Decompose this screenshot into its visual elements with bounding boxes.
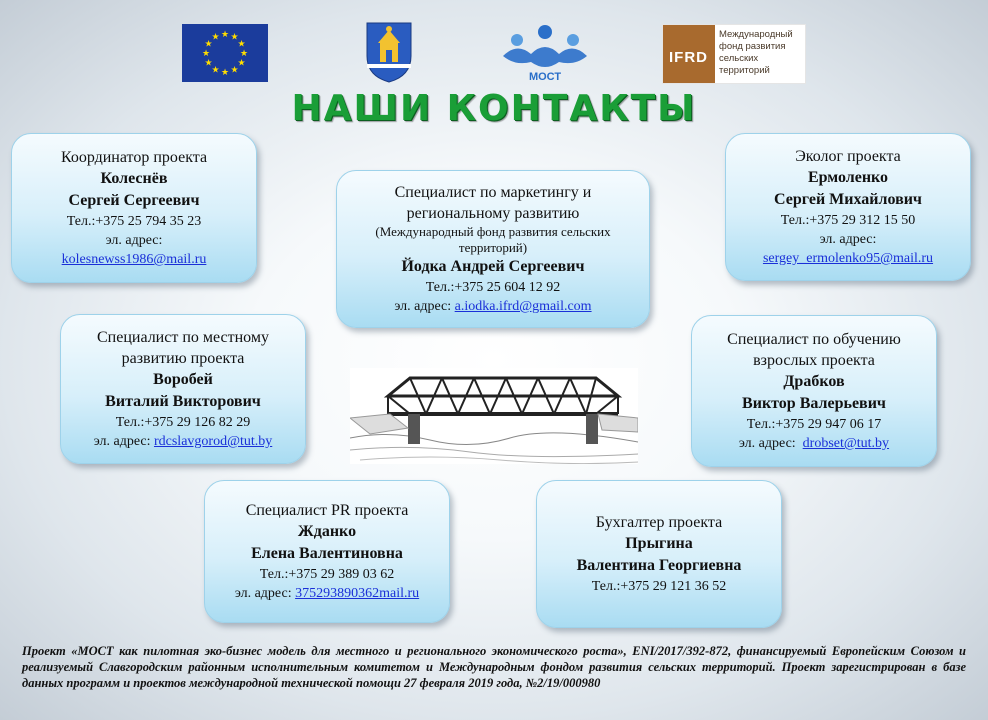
contact-given-name: Елена Валентиновна bbox=[251, 545, 403, 562]
most-logo-text: МОСТ bbox=[528, 71, 562, 83]
contact-card-pr bbox=[204, 480, 450, 623]
page-title: НАШИ КОНТАКТЫ bbox=[291, 88, 697, 129]
ifrd-logo-mark: IFRD bbox=[669, 49, 708, 66]
contact-email-label: эл. адрес: bbox=[234, 586, 292, 601]
contact-email-link[interactable]: sergey_ermolenko95@mail.ru bbox=[762, 251, 934, 266]
contact-email-link[interactable]: a.iodka.ifrd@gmail.com bbox=[454, 299, 592, 314]
contact-card-local-development bbox=[60, 314, 306, 464]
svg-text:★: ★ bbox=[239, 49, 249, 59]
contact-given-name: Сергей Сергеевич bbox=[68, 192, 200, 209]
contact-phone: Тел.:+375 29 312 15 50 bbox=[780, 213, 916, 228]
contact-email-link[interactable]: rdcslavgorod@tut.by bbox=[153, 434, 273, 449]
contact-card-ecologist bbox=[725, 133, 971, 281]
contact-email-link[interactable]: 375293890362mail.ru bbox=[295, 586, 420, 601]
contact-phone: Тел.:+375 29 389 03 62 bbox=[259, 567, 395, 582]
contact-organization-note: (Международный фонд развития сельских территорий) bbox=[375, 224, 611, 255]
contact-card-marketing bbox=[336, 170, 650, 328]
contact-email-link[interactable]: kolesnewss1986@mail.ru bbox=[61, 252, 207, 267]
contact-card-coordinator bbox=[11, 133, 257, 283]
contact-phone: Тел.:+375 29 947 06 17 bbox=[746, 417, 882, 432]
contact-surname: Ермоленко bbox=[807, 169, 889, 186]
svg-text:★: ★ bbox=[204, 39, 213, 50]
contact-phone: Тел.:+375 25 794 35 23 bbox=[66, 214, 202, 229]
contact-email-label: эл. адрес: bbox=[819, 232, 877, 247]
eu-stars-icon bbox=[182, 24, 268, 82]
ifrd-logo bbox=[662, 24, 806, 84]
contact-given-name: Виталий Викторович bbox=[105, 393, 261, 410]
contact-phone: Тел.:+375 25 604 12 92 bbox=[425, 280, 561, 295]
contact-role: Специалист по обучению взрослых проекта bbox=[727, 331, 901, 369]
contact-role: Специалист по местному развитию проекта bbox=[96, 329, 269, 367]
contact-email-label: эл. адрес: bbox=[105, 233, 163, 248]
eu-flag-logo bbox=[182, 24, 268, 82]
contact-role: Бухгалтер проекта bbox=[595, 514, 723, 531]
contact-role: Специалист PR проекта bbox=[245, 502, 409, 519]
svg-text:★: ★ bbox=[230, 65, 239, 76]
contact-given-name: Виктор Валерьевич bbox=[742, 395, 886, 412]
svg-text:★: ★ bbox=[220, 68, 230, 78]
contact-phone: Тел.:+375 29 126 82 29 bbox=[115, 415, 251, 430]
svg-text:★: ★ bbox=[237, 58, 246, 69]
contact-phone: Тел.:+375 29 121 36 52 bbox=[591, 579, 727, 594]
contact-surname: Драбков bbox=[783, 373, 845, 390]
contact-given-name: Валентина Георгиевна bbox=[576, 557, 742, 574]
contact-role: Эколог проекта bbox=[795, 148, 901, 165]
contact-email-label: эл. адрес: bbox=[738, 436, 796, 451]
contact-role: Координатор проекта bbox=[60, 149, 208, 166]
contact-surname: Жданко bbox=[297, 523, 357, 540]
svg-text:★: ★ bbox=[230, 32, 239, 43]
contact-card-adult-education bbox=[691, 315, 937, 467]
contact-surname: Колеснёв bbox=[100, 170, 168, 187]
svg-text:★: ★ bbox=[204, 58, 213, 69]
contact-email-link[interactable]: drobset@tut.by bbox=[802, 436, 890, 451]
contact-given-name: Сергей Михайлович bbox=[774, 191, 922, 208]
svg-text:★: ★ bbox=[211, 32, 220, 43]
svg-text:★: ★ bbox=[201, 49, 211, 59]
contact-card-accountant bbox=[536, 480, 782, 628]
svg-text:★: ★ bbox=[220, 30, 230, 40]
contact-email-label: эл. адрес: bbox=[394, 299, 452, 314]
most-project-logo bbox=[497, 22, 593, 84]
svg-text:★: ★ bbox=[237, 39, 246, 50]
contact-email-label: эл. адрес: bbox=[93, 434, 151, 449]
bridge-illustration bbox=[350, 368, 638, 464]
contact-name: Йодка Андрей Сергеевич bbox=[401, 258, 585, 275]
contact-surname: Воробей bbox=[153, 371, 213, 388]
ifrd-logo-text: Международный фонд развития сельских территорий bbox=[719, 29, 793, 76]
svg-text:★: ★ bbox=[211, 65, 220, 76]
project-footer-note: Проект «МОСТ как пилотная эко-бизнес модель для местного и регионального экономического роста», ENI/2017/392-872, финансируемый Европейским Союзом и реализуемый Славгородским районным исполнительным комитетом и Международным фондом развития сельских территорий. Проект зарегистрирован в базе данных программ и проектов международной технической помощи 27 февраля 2019 года, №2/19/000980 bbox=[22, 644, 966, 690]
contact-surname: Прыгина bbox=[625, 535, 693, 552]
city-crest-logo bbox=[364, 20, 414, 84]
contact-role: Специалист по маркетингу и региональному развитию bbox=[394, 184, 592, 222]
